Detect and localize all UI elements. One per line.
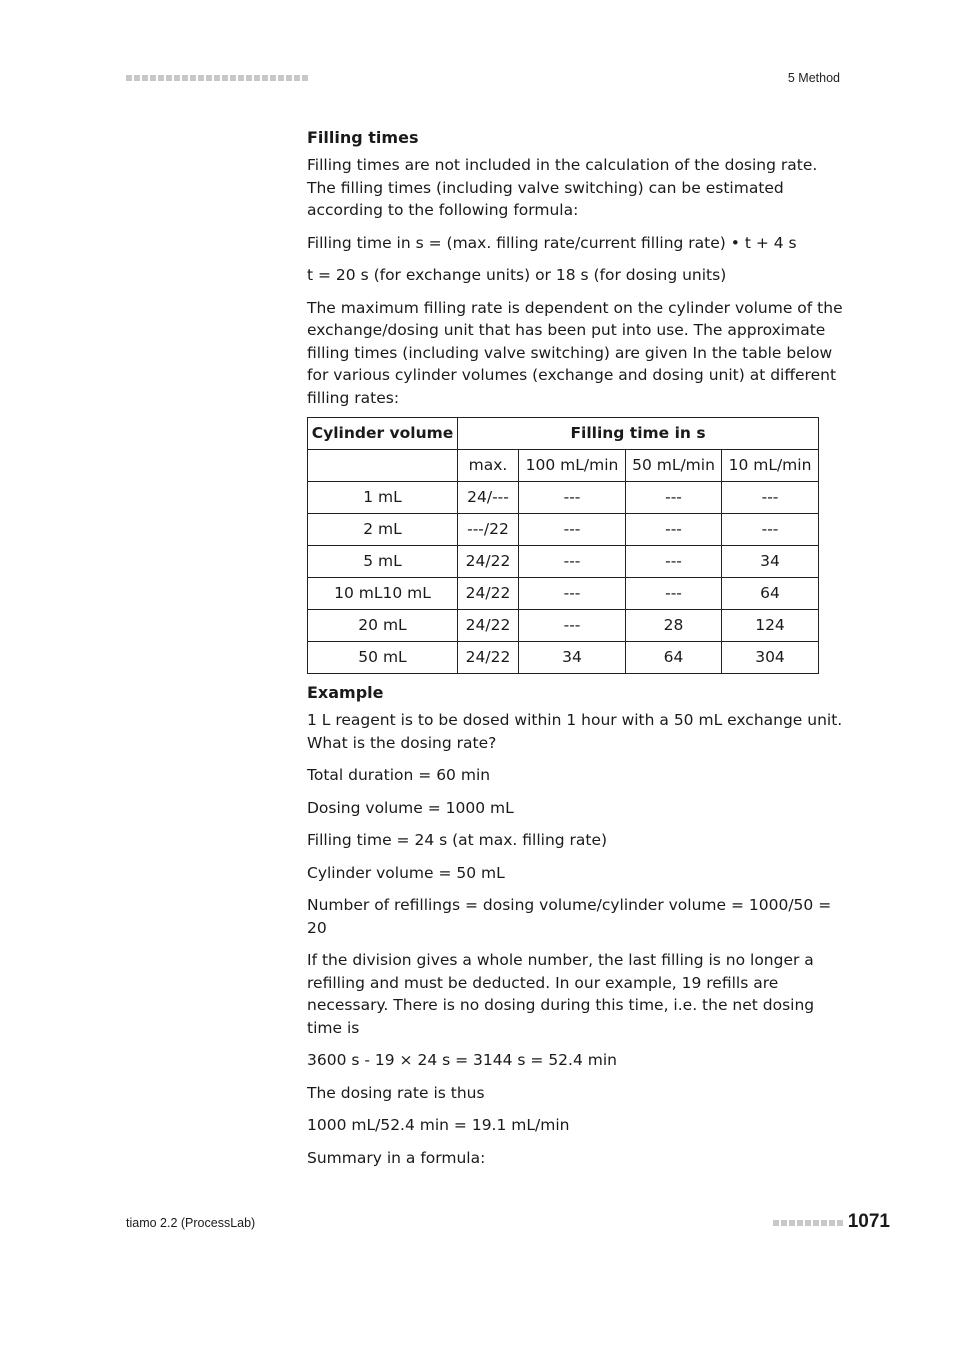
table-cell: 28 [626, 610, 722, 642]
table-cell: 24/22 [458, 578, 519, 610]
example-line: 1000 mL/52.4 min = 19.1 mL/min [307, 1116, 570, 1134]
example-line: Summary in a formula: [307, 1148, 486, 1167]
example-line: The dosing rate is thus [307, 1083, 485, 1102]
example-line: 3600 s - 19 × 24 s = 3144 s = 52.4 min [307, 1051, 617, 1069]
table-cell: --- [519, 482, 626, 514]
example-line: Number of refillings = dosing volume/cylinder volume = 1000/50 = 20 [307, 896, 832, 937]
table-row [308, 642, 819, 674]
table-cell: --- [519, 610, 626, 642]
table-subheader: max. [458, 450, 519, 482]
table-cell: 34 [722, 546, 819, 578]
table-row [308, 482, 819, 514]
example-line: Filling time = 24 s (at max. filling rate) [307, 831, 608, 849]
table-cell: --- [722, 482, 819, 514]
table-row [308, 514, 819, 546]
table-subheader: 50 mL/min [626, 450, 722, 482]
table-header-filling-time: Filling time in s [458, 418, 819, 450]
example-line: 1 L reagent is to be dosed within 1 hour with a 50 mL exchange unit. What is the dosing rate? [307, 711, 843, 752]
table-row [308, 546, 819, 578]
table-cell: 124 [722, 610, 819, 642]
table-cell: 24/22 [458, 642, 519, 674]
example-line: Total duration = 60 min [307, 766, 491, 784]
table-cell: --- [519, 578, 626, 610]
table-empty-cell [308, 450, 458, 482]
table-row [308, 578, 819, 610]
table-cell: 304 [722, 642, 819, 674]
chapter-title: 5 Method [787, 71, 840, 85]
formula: Filling time in s = (max. filling rate/current filling rate) • t + 4 s [307, 233, 797, 252]
table-cell: 64 [722, 578, 819, 610]
section-heading: Filling times [307, 128, 419, 147]
table-cell: --- [626, 578, 722, 610]
table-cell: --- [519, 514, 626, 546]
table-header-cylinder-volume: Cylinder volume [308, 418, 458, 450]
table-cell: 50 mL [308, 642, 458, 674]
table-cell: 2 mL [308, 514, 458, 546]
paragraph: Filling times are not included in the calculation of the dosing rate. The filling times (including valve switching) can be estimated according to the following formula: [307, 156, 818, 219]
footer-decoration [773, 1220, 843, 1226]
footer-product: tiamo 2.2 (ProcessLab) [126, 1216, 256, 1230]
table-cell: 1 mL [308, 482, 458, 514]
table-cell: 64 [626, 642, 722, 674]
filling-time-table [307, 417, 819, 674]
table-cell: --- [626, 514, 722, 546]
table-row [308, 610, 819, 642]
table-cell: 20 mL [308, 610, 458, 642]
example-line: If the division gives a whole number, the last filling is no longer a refilling and must be deducted. In our example, 19 refills are necessary. There is no dosing during this time, i.e. the net dosing time is [307, 951, 815, 1037]
page-number: 1071 [847, 1211, 890, 1232]
example-line: Dosing volume = 1000 mL [307, 798, 514, 817]
table-cell: 10 mL10 mL [308, 578, 458, 610]
table-subheader: 100 mL/min [519, 450, 626, 482]
table-cell: 24/22 [458, 546, 519, 578]
paragraph: t = 20 s (for exchange units) or 18 s (for dosing units) [307, 266, 727, 284]
example-heading: Example [307, 683, 384, 702]
table-cell: 24/--- [458, 482, 519, 514]
table-cell: --- [722, 514, 819, 546]
table-cell: --- [626, 482, 722, 514]
paragraph: The maximum filling rate is dependent on the cylinder volume of the exchange/dosing unit that has been put into use. The approximate filling times (including valve switching) are given In the table below for various cylinder volumes (exchange and dosing unit) at different filling rates: [307, 298, 843, 407]
header-decoration [126, 75, 308, 81]
page-content [307, 127, 847, 1179]
table-cell: 24/22 [458, 610, 519, 642]
table-cell: 34 [519, 642, 626, 674]
table-cell: --- [519, 546, 626, 578]
table-cell: --- [626, 546, 722, 578]
example-line: Cylinder volume = 50 mL [307, 863, 505, 882]
table-cell: ---/22 [458, 514, 519, 546]
table-subheader: 10 mL/min [722, 450, 819, 482]
table-cell: 5 mL [308, 546, 458, 578]
